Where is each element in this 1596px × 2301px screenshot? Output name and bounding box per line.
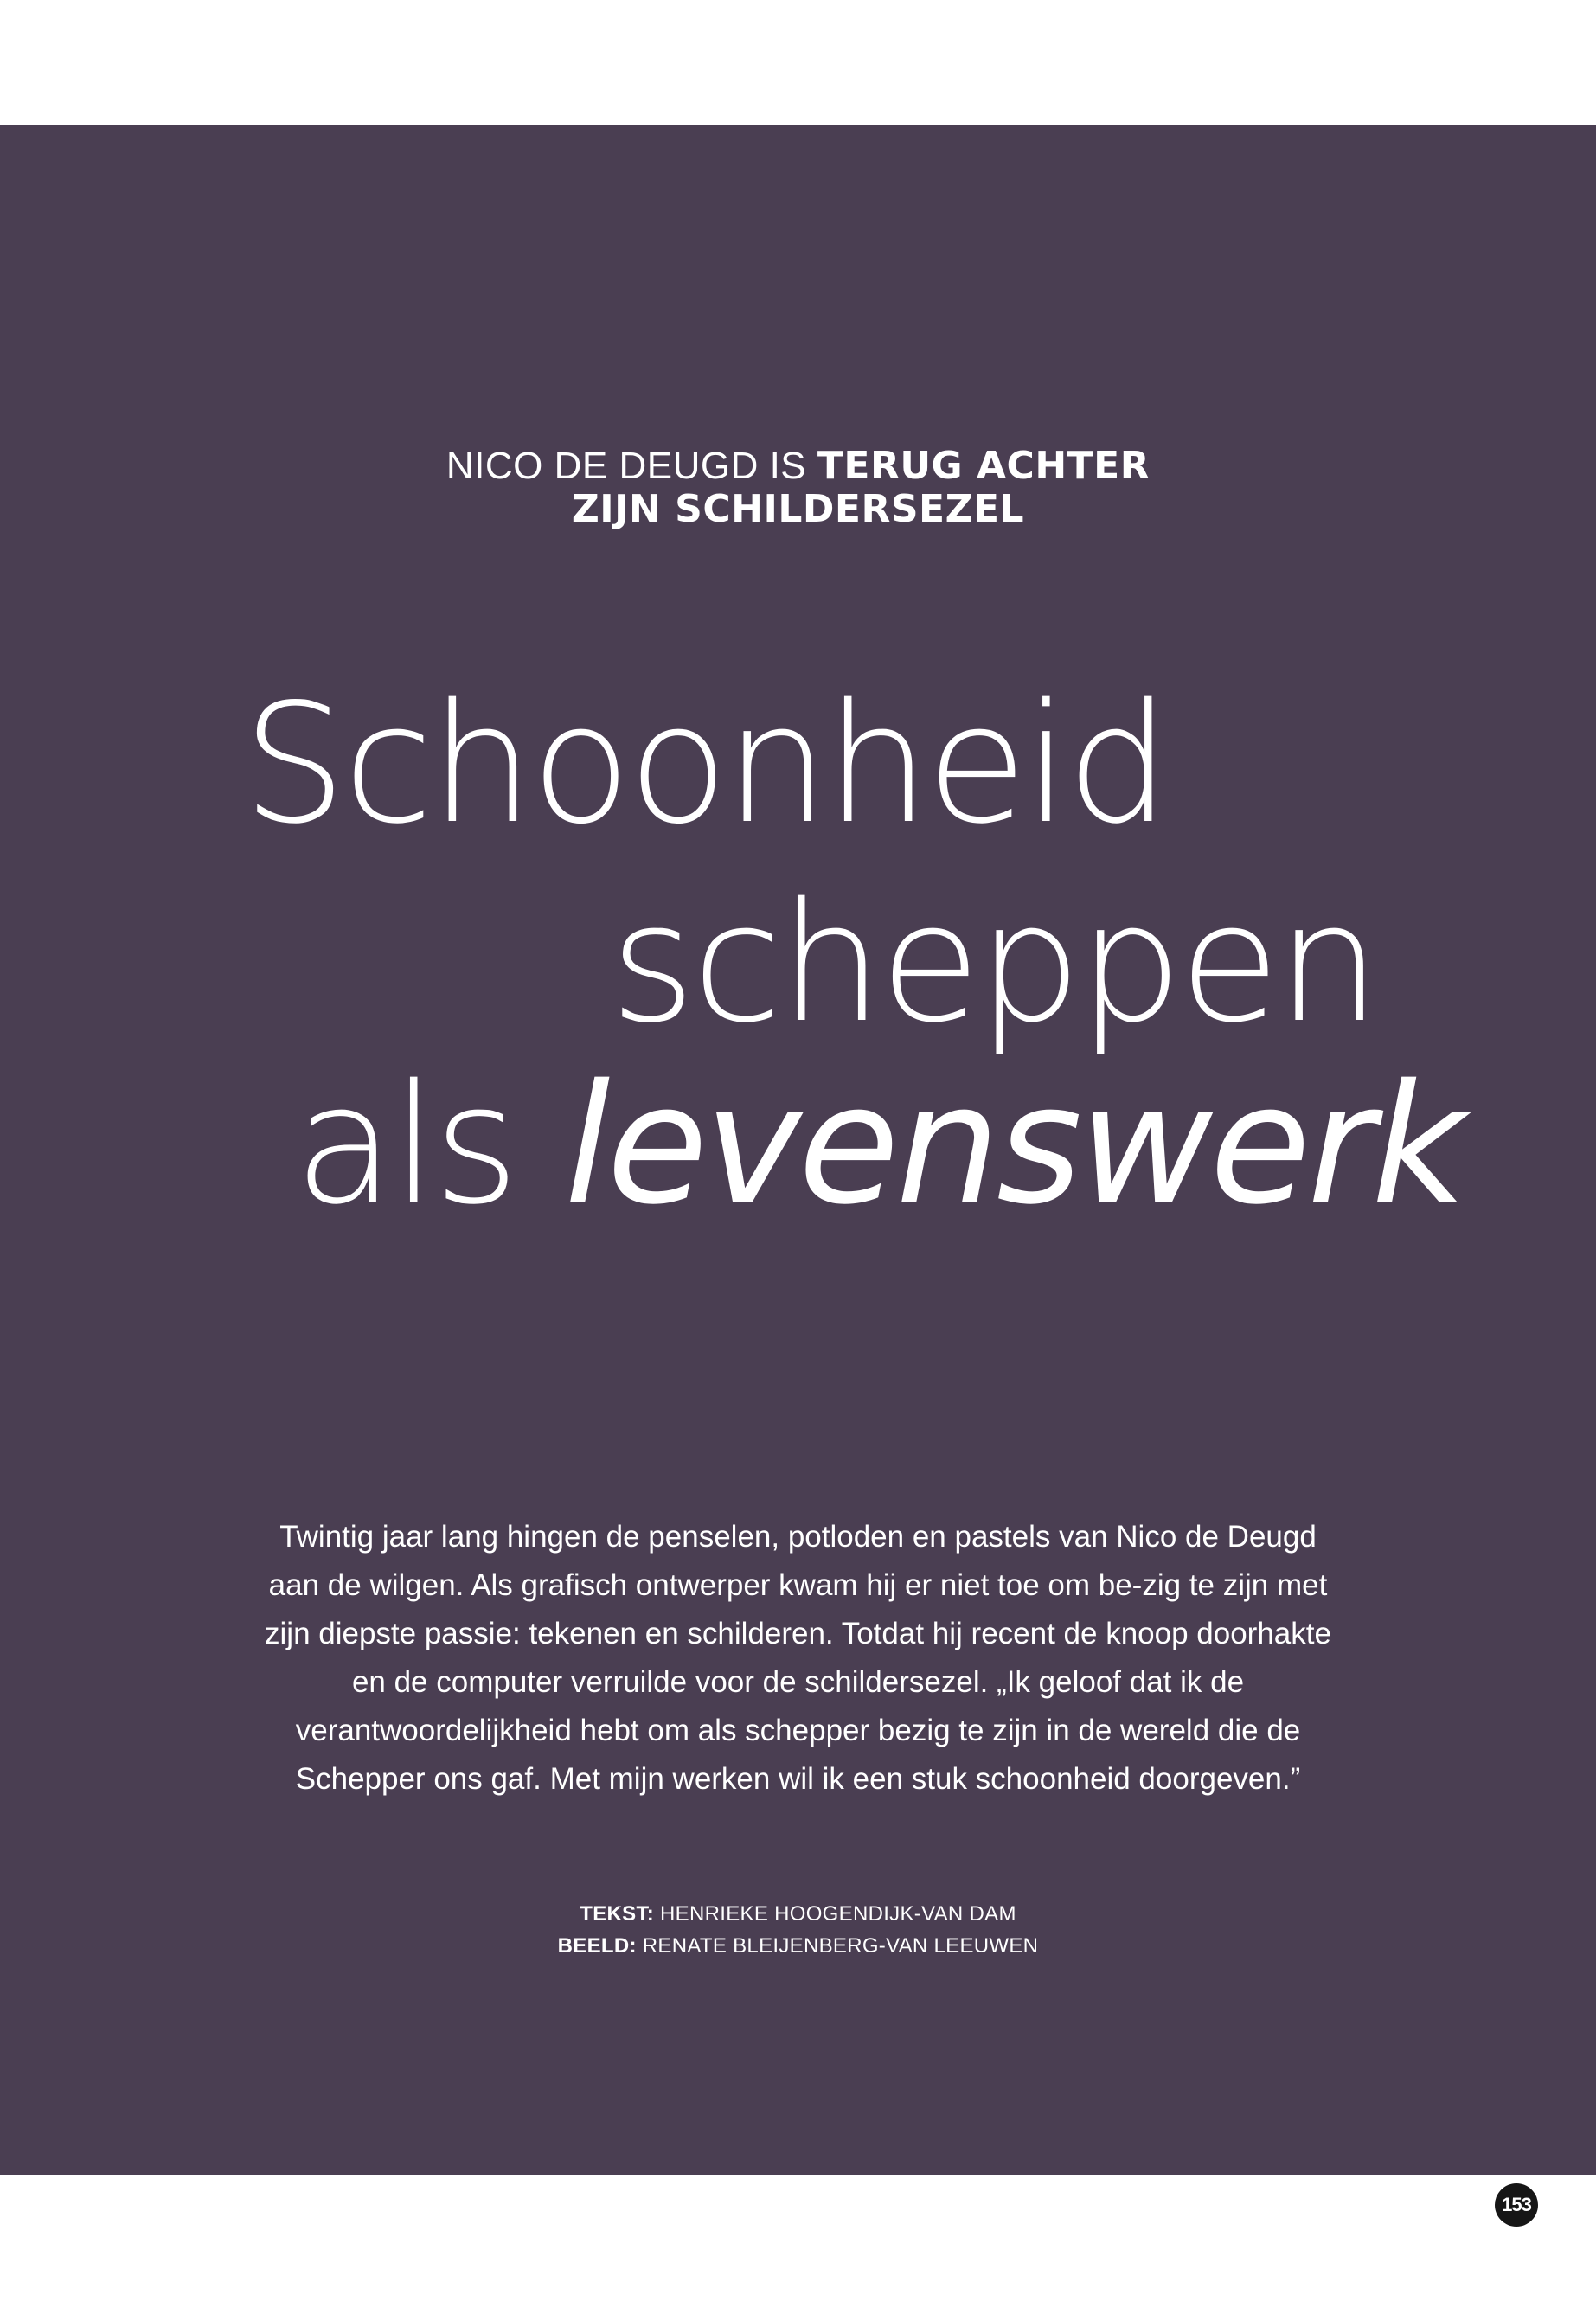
headline-line-1: Schoonheid [242,669,1168,860]
kicker [0,445,1596,531]
credit-image-label: BEELD: [557,1934,637,1958]
headline-line-3-plain: als [294,1049,565,1240]
kicker-light-text: NICO DE DEUGD IS [445,445,817,487]
kicker-bold-text-line1: TERUG ACHTER [817,444,1151,488]
page-number-badge: 153 [1495,2183,1538,2227]
credit-image [0,1930,1596,1962]
article-opener-panel [0,125,1596,2215]
headline-line-3 [294,1049,1464,1240]
kicker-bold-text-line2: ZIJN SCHILDERSEZEL [571,487,1025,531]
headline-line-2: scheppen [610,868,1378,1059]
credits [0,1898,1596,1962]
credit-text-value: HENRIEKE HOOGENDIJK-VAN DAM [660,1902,1016,1926]
credit-image-value: RENATE BLEIJENBERG-VAN LEEUWEN [642,1934,1039,1958]
credit-text-label: TEKST: [580,1902,655,1926]
intro-paragraph: Twintig jaar lang hingen de penselen, potloden en pastels van Nico de Deugd aan de wilgen. Als grafisch ontwerper kwam hij er niet toe om be-zig te zijn met zijn diepste passie: tekenen en schilderen. Totdat hij recent de knoop doorhakte en de computer verruilde voor de schildersezel. „Ik geloof dat ik de verantwoordelijkheid hebt om als schepper bezig te zijn in de wereld die de Schepper ons gaf. Met mijn werken wil ik een stuk schoonheid doorgeven.” [265,1520,1331,1796]
headline-line-3-italic: levenswerk [564,1049,1464,1240]
credit-text [0,1898,1596,1930]
